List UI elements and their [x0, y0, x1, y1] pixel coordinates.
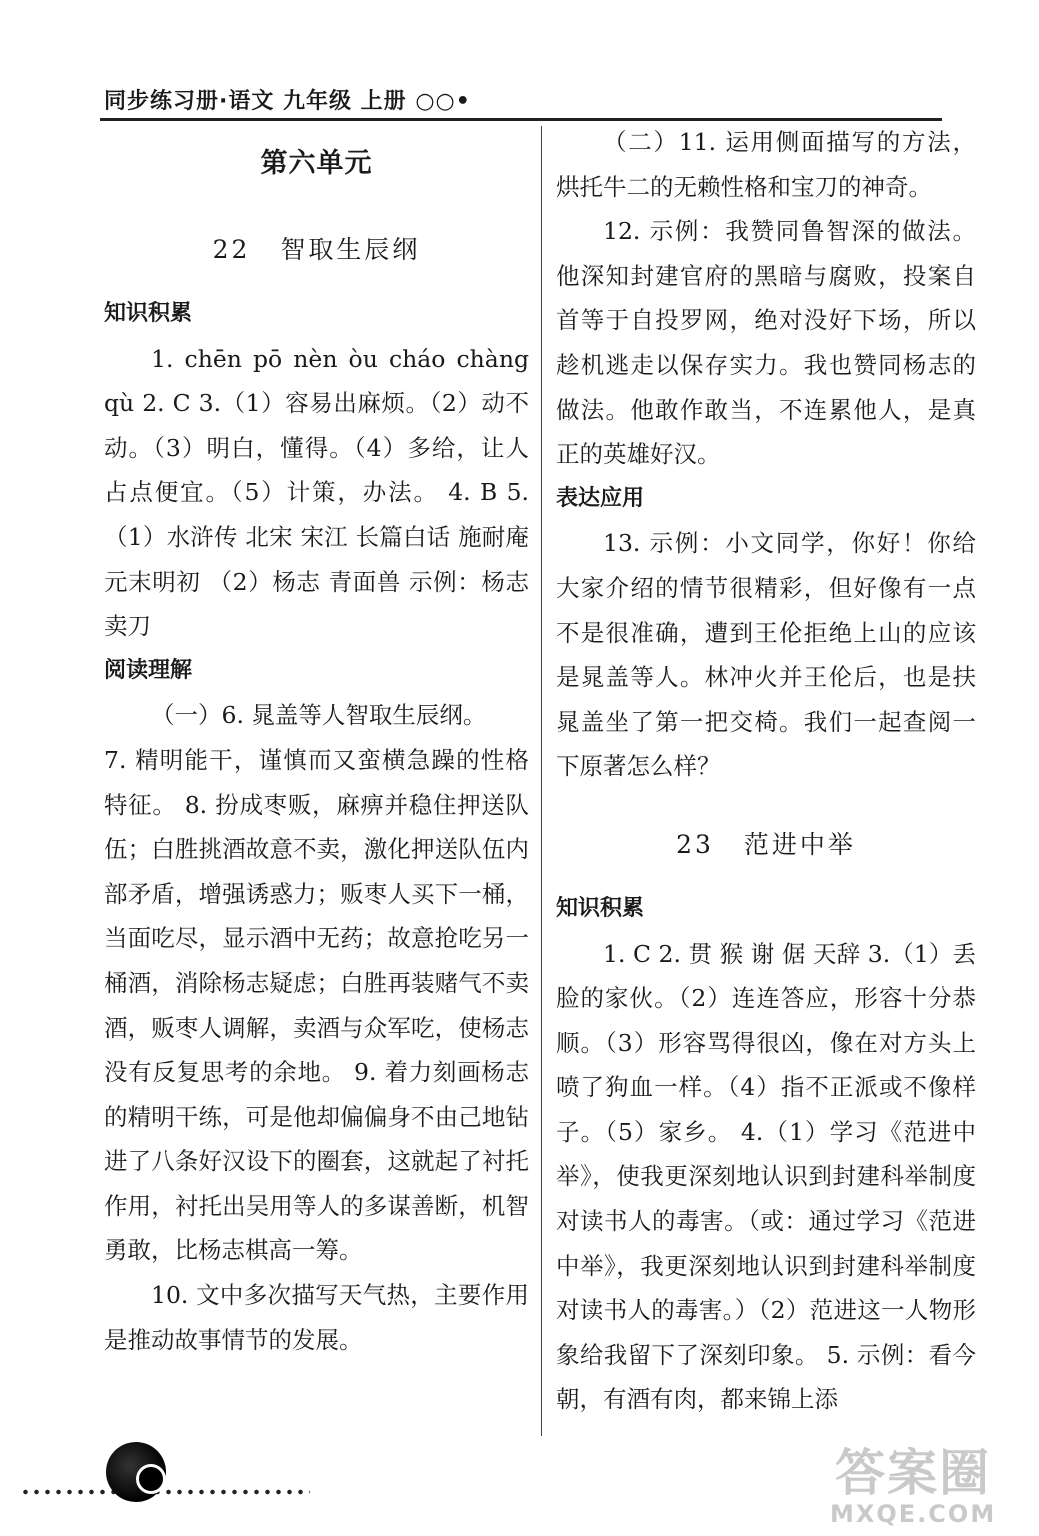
- running-header: 同步练习册·语文 九年级 上册 ○○•: [104, 89, 471, 114]
- section-knowledge2-heading: 知识积累: [556, 895, 645, 921]
- section-knowledge-heading: 知识积累: [104, 301, 193, 326]
- reading-answer-12: 12. 示例：我赞同鲁智深的做法。他深知封建官府的黑暗与腐败，投案自首等于自投罗网，绝对没好下场，所以趁机逃走以保存实力。我也赞同杨志的做法。他敢作敢当，不连累他人，是真正的英雄好汉。: [556, 217, 976, 469]
- lesson-22-number: 22: [212, 235, 251, 264]
- watermark-logo: 答案圈: [835, 1444, 992, 1502]
- footer-ball-decoration: [106, 1442, 166, 1502]
- unit-title: 第六单元: [260, 148, 373, 179]
- reading-answer-6: （一）6. 晁盖等人智取生辰纲。: [151, 701, 487, 730]
- right-column: [556, 120, 976, 1422]
- express-answer-13: 13. 示例：小文同学，你好！你给大家介绍的情节很精彩，但好像有一点不是很准确，遭到王伦拒绝上山的应该是晁盖等人。林冲火并王伦后，也是扶晁盖坐了第一把交椅。我们一起查阅一下原著怎么样？: [556, 529, 976, 781]
- reading-answer-10: 10. 文中多次描写天气热，主要作用是推动故事情节的发展。: [104, 1281, 529, 1354]
- section-reading-heading: 阅读理解: [104, 657, 193, 683]
- column-divider: [541, 126, 542, 1436]
- reading-answers-7-9: 7. 精明能干，谨慎而又蛮横急躁的性格特征。 8. 扮成枣贩，麻痹并稳住押送队伍；白胜挑酒故意不卖，激化押送队伍内部矛盾，增强诱惑力；贩枣人买下一桶，当面吃尽，显示酒中无药；故意抢吃另一桶酒，消除杨志疑虑；白胜再装赌气不卖酒，贩枣人调解，卖酒与众军吃，使杨志没有反复思考的余地。 9. 着力刻画杨志的精明干练，可是他却偏偏身不由己地钻进了八条好汉设下的圈套，这就起了衬托作用，衬托出吴用等人的多谋善断，机智勇敢，比杨志棋高一筹。: [104, 745, 529, 1265]
- lesson-23-number: 23: [676, 829, 714, 859]
- watermark-url: MXQE.COM: [830, 1500, 997, 1528]
- reading-answer-11: （二）11. 运用侧面描写的方法，烘托牛二的无赖性格和宝刀的神奇。: [556, 128, 976, 201]
- watermark: [830, 1444, 997, 1528]
- section-express-heading: 表达应用: [556, 485, 645, 511]
- lesson-23-name: 范进中举: [743, 829, 856, 859]
- knowledge2-answers: 1. C 2. 贯 猴 谢 倨 天辞 3.（1）丢脸的家伙。（2）连连答应，形容十分恭顺。（3）形容骂得很凶，像在对方头上喷了狗血一样。（4）指不正派或不像样子。（5）家乡。 4.（1）学习《范进中举》，使我更深刻地认识到封建科举制度对读书人的毒害。（或：通过学习《范进中举》，我更深刻地认识到封建科举制度对读书人的毒害。）（2）范进这一人物形象给我留下了深刻印象。 5. 示例：看今朝，有酒有肉，都来锦上添: [556, 939, 976, 1414]
- knowledge-answers: 1. chēn pō nèn òu cháo chàng qù 2. C 3.（1）容易出麻烦。（2）动不动。（3）明白，懂得。（4）多给，让人占点便宜。（5）计策，办法。 4. B 5.（1）水浒传 北宋 宋江 长篇白话 施耐庵 元末明初 （2）杨志 青面兽 示例：杨志卖刀: [104, 344, 529, 641]
- lesson-22-title: [104, 208, 529, 292]
- footer-dots-decoration: [20, 1488, 310, 1496]
- lesson-22-name: 智取生辰纲: [280, 235, 421, 264]
- lesson-23-title: [556, 803, 976, 887]
- left-column: [104, 120, 529, 1362]
